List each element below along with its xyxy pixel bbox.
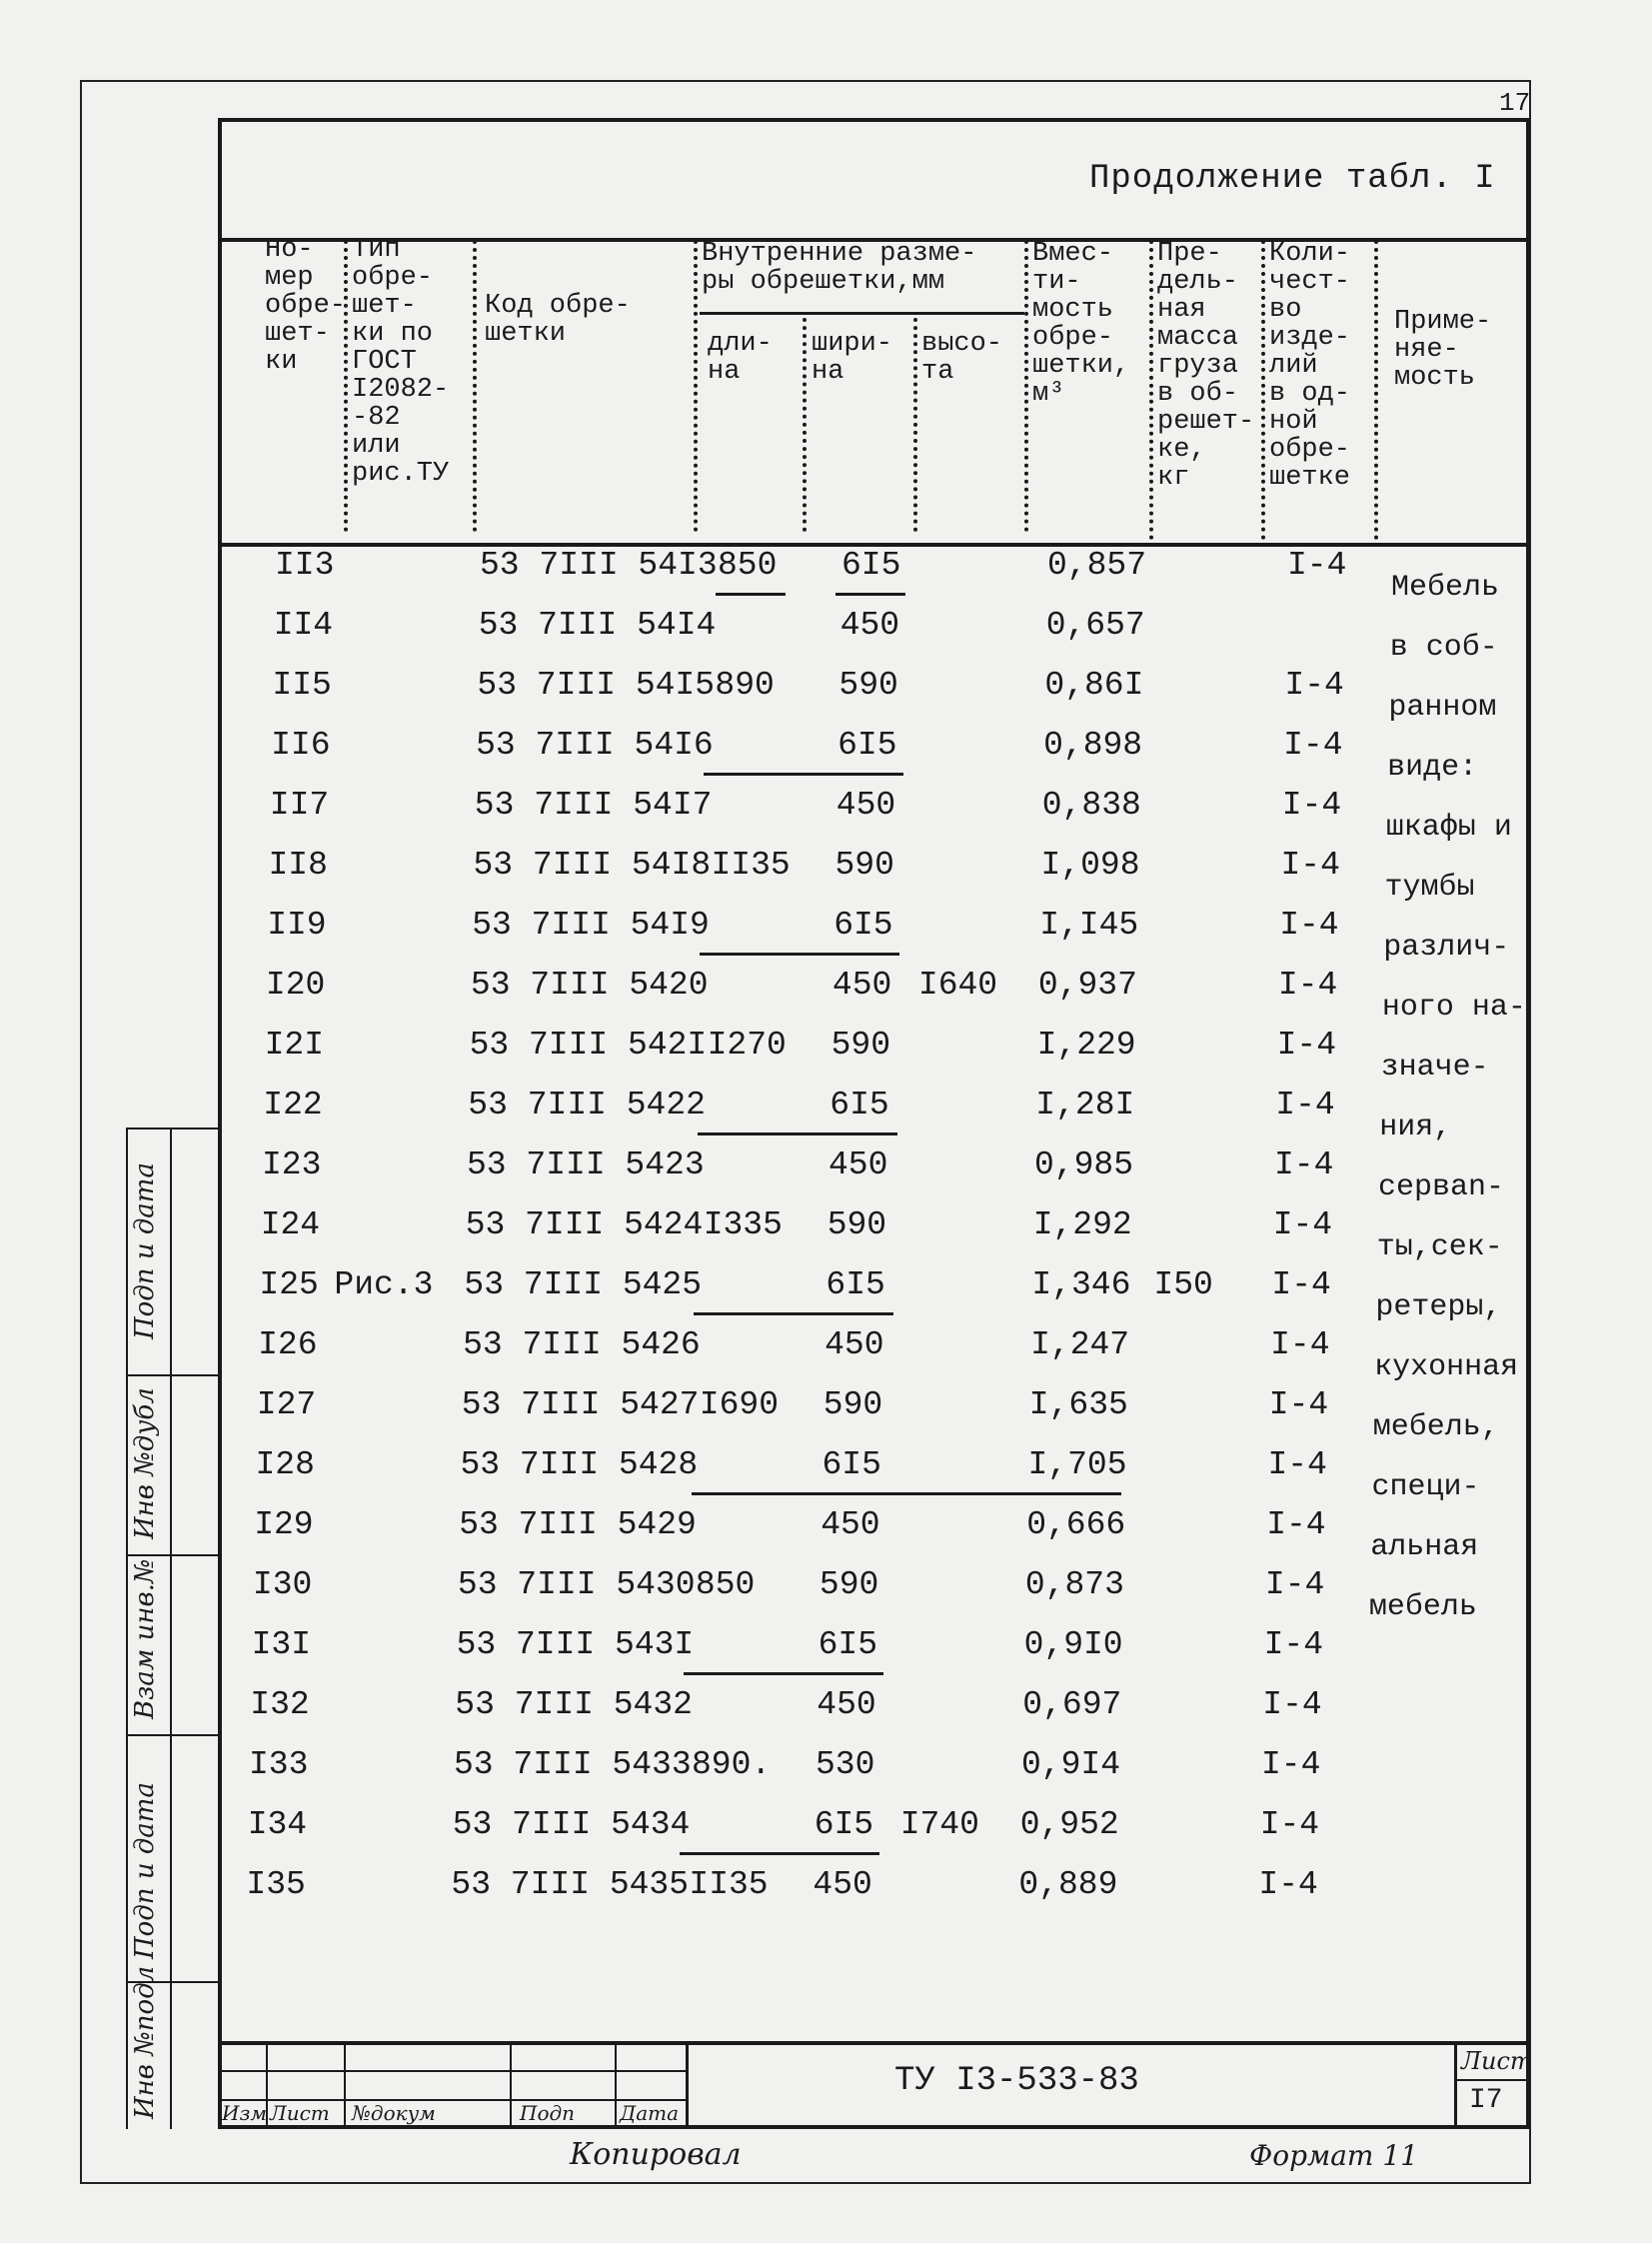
cell-capacity: I,098 [1040, 847, 1140, 884]
stamp-col-docnum: №докум [352, 2101, 436, 2125]
application-line: ния, [1379, 1111, 1452, 1144]
cell-code: 53 7III 5429 [459, 1506, 697, 1543]
cell-width: 6I5 [814, 1806, 874, 1843]
cell-quantity: I-4 [1277, 967, 1338, 1004]
cell-width: 6I5 [818, 1626, 878, 1663]
cell-quantity: I-4 [1271, 1266, 1331, 1303]
cell-number: I25 [259, 1266, 319, 1303]
col-separator [473, 240, 477, 532]
group-underline [704, 773, 903, 776]
stamp-col-rule [1454, 2041, 1457, 2129]
cell-code: 53 7III 5422 [468, 1087, 706, 1123]
header-number: Но- мер обре- шет- ки [265, 235, 347, 377]
col-separator [1024, 240, 1028, 532]
cell-width: 6I5 [837, 727, 897, 764]
cell-code: 53 7III 54I7 [474, 787, 713, 824]
cell-width: 590 [830, 1027, 891, 1064]
application-line: альная [1370, 1530, 1479, 1564]
cell-capacity: I,229 [1036, 1027, 1136, 1064]
application-line: в соб- [1389, 631, 1498, 665]
cell-width: 530 [816, 1746, 875, 1783]
cell-width: 590 [819, 1566, 879, 1603]
page-number: 17 [1499, 88, 1531, 118]
cell-length: 850 [695, 1566, 756, 1603]
header-application: Приме- няе- мость [1394, 307, 1492, 393]
cell-code: 53 7III 54I9 [472, 907, 710, 944]
cell-number: II8 [268, 847, 328, 884]
cell-width: 6I5 [833, 907, 893, 944]
application-line: мебель [1368, 1590, 1477, 1624]
cell-quantity: I-4 [1281, 787, 1342, 824]
document-designation: ТУ I3-533-83 [894, 2062, 1139, 2100]
cell-width: 450 [817, 1686, 876, 1723]
cell-number: II9 [267, 907, 327, 944]
cell-quantity: I-4 [1279, 907, 1339, 944]
cell-capacity: 0,873 [1024, 1566, 1124, 1603]
cell-capacity: 0,657 [1045, 607, 1145, 644]
cell-capacity: I,I45 [1039, 907, 1139, 944]
stamp-col-rule [344, 2041, 346, 2129]
cell-width: 450 [828, 1146, 888, 1183]
cell-quantity: I-4 [1261, 1746, 1321, 1783]
side-rule [126, 1554, 218, 1556]
cell-code: 53 7III 54I5 [477, 667, 716, 704]
cell-number: I34 [247, 1806, 308, 1843]
application-line: ного на- [1381, 991, 1526, 1025]
cell-code: 53 7III 5425 [464, 1266, 703, 1303]
group-underline [698, 1132, 897, 1135]
format-label: Формат 11 [1249, 2139, 1419, 2172]
side-label-sign-date-2: Подп и дата [130, 1782, 160, 1959]
cell-number: I2I [264, 1027, 325, 1064]
application-line: кухонная [1374, 1350, 1519, 1384]
cell-code: 53 7III 5430 [457, 1566, 696, 1603]
side-label-orig-inv: Инв №подл [130, 1965, 160, 2119]
header-capacity: Вмес- ти- мость обре- шетки, м³ [1032, 239, 1130, 409]
stamp-col-date: Дата [620, 2101, 680, 2125]
header-code: Код обре- шетки [485, 291, 631, 349]
cell-width: 590 [823, 1386, 883, 1423]
cell-length: I335 [703, 1206, 783, 1243]
cell-width: 6I5 [841, 547, 901, 584]
col-separator [1149, 240, 1153, 540]
cell-width: 6I5 [829, 1087, 889, 1123]
cell-max-mass: I50 [1153, 1266, 1213, 1303]
group-underline [692, 1492, 1121, 1495]
cell-quantity: I-4 [1275, 1087, 1335, 1123]
cell-capacity: 0,937 [1037, 967, 1137, 1004]
cell-number: I3I [251, 1626, 312, 1663]
cell-quantity: I-4 [1268, 1386, 1329, 1423]
group-underline [716, 593, 786, 596]
cell-number: I32 [250, 1686, 310, 1723]
side-label-dup-inv: Инв №дубл [130, 1387, 160, 1539]
side-label-replace-inv: Взам инв.№ [130, 1558, 160, 1719]
cell-code: 53 7III 5435 [451, 1866, 690, 1903]
side-column-rule [170, 1127, 172, 2129]
cell-code: 53 7III 5432 [455, 1686, 693, 1723]
cell-width: 450 [835, 787, 896, 824]
side-label-sign-date: Подп и дата [130, 1162, 160, 1339]
cell-number: I29 [254, 1506, 314, 1543]
header-length: дли- на [708, 329, 773, 387]
cell-quantity: I-4 [1262, 1686, 1322, 1723]
cell-quantity: I-4 [1258, 1866, 1318, 1903]
cell-number: I35 [246, 1866, 306, 1903]
dims-subheader-rule [700, 312, 1024, 315]
cell-quantity: I-4 [1272, 1206, 1333, 1243]
cell-capacity: 0,985 [1034, 1146, 1134, 1183]
cell-width: 450 [813, 1866, 872, 1903]
cell-number: I26 [258, 1326, 318, 1363]
application-line: тумбы [1384, 871, 1475, 905]
cell-type: Рис.3 [334, 1266, 434, 1303]
cell-number: I28 [255, 1446, 315, 1483]
side-rule [126, 1734, 218, 1736]
side-column-rule [126, 1127, 128, 2129]
cell-length: I270 [707, 1027, 787, 1064]
cell-code: 53 7III 54I8 [473, 847, 712, 884]
cell-code: 53 7III 54I4 [478, 607, 717, 644]
cell-length: 850 [718, 547, 778, 584]
application-line: ты,сек- [1376, 1230, 1503, 1264]
application-line: значе- [1380, 1051, 1489, 1085]
group-underline [700, 953, 899, 956]
cell-length: II35 [711, 847, 791, 884]
application-line: ретеры, [1375, 1290, 1502, 1324]
cell-quantity: I-4 [1276, 1027, 1337, 1064]
cell-number: I27 [256, 1386, 317, 1423]
cell-number: I20 [265, 967, 326, 1004]
cell-capacity: 0,857 [1047, 547, 1147, 584]
header-type: Тип обре- шет- ки по ГОСТ I2082- -82 или рис.ТУ [352, 235, 450, 489]
stamp-col-rule [686, 2041, 689, 2129]
stamp-col-rule [615, 2041, 617, 2129]
cell-width: 450 [831, 967, 892, 1004]
cell-number: I33 [249, 1746, 309, 1783]
cell-width: 6I5 [826, 1266, 885, 1303]
continuation-title: Продолжение табл. I [1089, 160, 1496, 198]
stamp-col-rule [510, 2041, 512, 2129]
header-max-mass: Пре- дель- ная масса груза в об- решет- ке, кг [1157, 239, 1255, 493]
cell-quantity: I-4 [1263, 1626, 1324, 1663]
cell-width: 590 [838, 667, 898, 704]
header-height: высо- та [921, 329, 1003, 387]
cell-capacity: 0,697 [1022, 1686, 1122, 1723]
cell-number: II6 [271, 727, 331, 764]
cell-height: I740 [899, 1806, 979, 1843]
cell-quantity: I-4 [1280, 847, 1340, 884]
application-line: мебель, [1372, 1410, 1499, 1444]
cell-number: II5 [272, 667, 332, 704]
cell-code: 53 7III 5427 [461, 1386, 700, 1423]
side-rule [126, 1127, 218, 1129]
group-underline [835, 593, 905, 596]
cell-quantity: I-4 [1287, 547, 1347, 584]
cell-length: I690 [699, 1386, 780, 1423]
cell-capacity: I,346 [1031, 1266, 1131, 1303]
cell-capacity: I,635 [1028, 1386, 1128, 1423]
cell-capacity: 0,9I0 [1023, 1626, 1123, 1663]
cell-number: II4 [273, 607, 334, 644]
cell-width: 590 [826, 1206, 887, 1243]
cell-capacity: I,705 [1027, 1446, 1127, 1483]
cell-capacity: 0,952 [1019, 1806, 1119, 1843]
stamp-col-sheet: Лист [270, 2101, 330, 2125]
cell-code: 53 7III 542I [469, 1027, 708, 1064]
cell-code: 53 7III 5434 [452, 1806, 691, 1843]
application-line: виде: [1387, 751, 1478, 785]
cell-code: 53 7III 543I [456, 1626, 695, 1663]
cell-capacity: 0,889 [1018, 1866, 1118, 1903]
col-separator [694, 240, 698, 532]
sheet-label: Лист [1461, 2047, 1533, 2075]
cell-capacity: 0,838 [1041, 787, 1141, 824]
cell-code: 53 7III 5433 [454, 1746, 692, 1783]
cell-quantity: I-4 [1283, 727, 1343, 764]
cell-number: I24 [260, 1206, 321, 1243]
cell-width: 450 [825, 1326, 884, 1363]
header-quantity: Коли- чест- во изде- лий в од- ной обре- шетке [1269, 239, 1351, 493]
col-separator [1261, 240, 1265, 540]
cell-code: 53 7III 5428 [460, 1446, 699, 1483]
group-underline [694, 1312, 893, 1315]
cell-number: II3 [275, 547, 335, 584]
application-line: шкафы и [1385, 811, 1512, 845]
cell-capacity: 0,898 [1043, 727, 1143, 764]
stamp-top-rule [220, 2041, 1529, 2045]
header-inner-dims: Внутренние разме- ры обрешетки,мм [702, 239, 977, 297]
sheet-number: I7 [1469, 2085, 1503, 2116]
cell-code: 53 7III 5420 [470, 967, 709, 1004]
cell-quantity: I-4 [1259, 1806, 1320, 1843]
group-underline [680, 1852, 879, 1855]
copied-label: Копировал [570, 2137, 742, 2172]
cell-capacity: 0,86I [1044, 667, 1144, 704]
cell-length: 890 [715, 667, 775, 704]
group-underline [684, 1672, 883, 1675]
stamp-sheet-rule [1454, 2079, 1529, 2081]
application-line: специ- [1371, 1470, 1480, 1504]
cell-width: 590 [834, 847, 894, 884]
cell-capacity: 0,9I4 [1021, 1746, 1121, 1783]
cell-quantity: I-4 [1267, 1446, 1327, 1483]
stamp-col-change: Изм [222, 2101, 267, 2125]
cell-code: 53 7III 54I6 [476, 727, 714, 764]
application-line: Мебель [1391, 571, 1500, 605]
col-separator [803, 318, 807, 532]
cell-capacity: I,28I [1035, 1087, 1135, 1123]
cell-length: 890. [692, 1746, 772, 1783]
application-line: ранном [1388, 691, 1497, 725]
cell-quantity: I-4 [1270, 1326, 1330, 1363]
cell-number: I23 [262, 1146, 322, 1183]
cell-capacity: I,292 [1032, 1206, 1132, 1243]
cell-code: 53 7III 5424 [465, 1206, 704, 1243]
header-width: шири- на [812, 329, 893, 387]
cell-width: 450 [821, 1506, 880, 1543]
side-rule [126, 1374, 218, 1376]
stamp-col-sign: Подп [520, 2101, 576, 2125]
cell-quantity: I-4 [1284, 667, 1344, 704]
cell-length: II35 [689, 1866, 769, 1903]
cell-code: 53 7III 5426 [463, 1326, 701, 1363]
col-separator [913, 318, 917, 532]
col-separator [1374, 240, 1378, 540]
cell-number: I22 [263, 1087, 323, 1123]
cell-capacity: 0,666 [1026, 1506, 1126, 1543]
application-line: различ- [1383, 931, 1510, 965]
cell-quantity: I-4 [1264, 1566, 1325, 1603]
application-line: сервan- [1378, 1170, 1505, 1204]
cell-code: 53 7III 54I3 [480, 547, 718, 584]
cell-quantity: I-4 [1266, 1506, 1326, 1543]
cell-quantity: I-4 [1274, 1146, 1334, 1183]
cell-width: 450 [839, 607, 900, 644]
cell-width: 6I5 [822, 1446, 881, 1483]
cell-number: I30 [252, 1566, 313, 1603]
cell-capacity: I,247 [1030, 1326, 1130, 1363]
cell-number: II7 [269, 787, 330, 824]
cell-height: I640 [917, 967, 998, 1004]
cell-code: 53 7III 5423 [467, 1146, 705, 1183]
